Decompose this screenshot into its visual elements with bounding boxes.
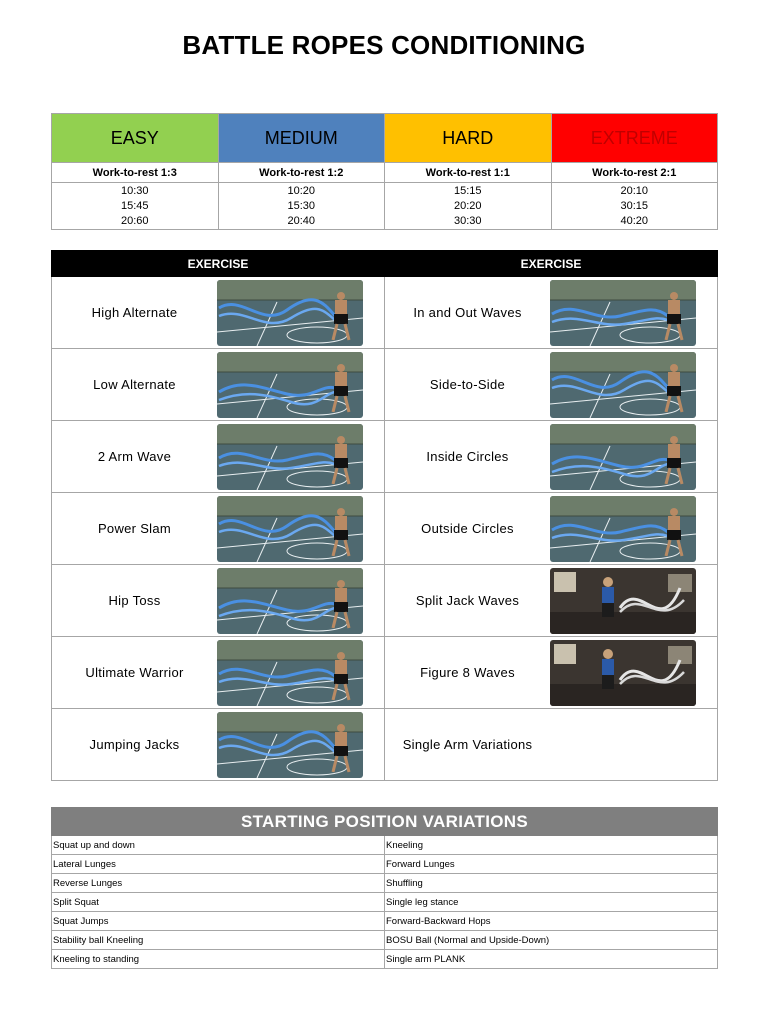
exercise-photo — [217, 352, 363, 418]
position-item: Forward-Backward Hops — [385, 912, 718, 931]
position-item: Shuffling — [385, 874, 718, 893]
time-interval: 15:30 — [287, 199, 316, 212]
times-easy — [52, 183, 219, 230]
exercise-photo-graphic — [550, 352, 696, 418]
exercise-photo — [217, 640, 363, 706]
page-title: BATTLE ROPES CONDITIONING — [182, 30, 586, 60]
position-row — [52, 836, 718, 855]
exercise-table — [51, 250, 718, 781]
exercise-photo-graphic — [217, 640, 363, 706]
exercise-name: Single Arm Variations — [402, 737, 533, 752]
exercise-cell — [52, 565, 385, 637]
exercise-name: Hip Toss — [108, 593, 161, 608]
time-interval: 10:30 — [120, 184, 149, 197]
exercise-cell — [385, 421, 718, 493]
exercise-photo — [550, 568, 696, 634]
exercise-photo — [217, 424, 363, 490]
exercise-photo — [550, 424, 696, 490]
exercise-name: Jumping Jacks — [89, 737, 180, 752]
exercise-header: EXERCISE — [52, 251, 385, 277]
exercise-cell — [385, 277, 718, 349]
exercise-cell — [385, 349, 718, 421]
exercise-photo-graphic — [217, 352, 363, 418]
position-item: Reverse Lunges — [52, 874, 385, 893]
exercise-cell — [385, 565, 718, 637]
exercise-photo — [217, 280, 363, 346]
ratio-extreme: Work-to-rest 2:1 — [551, 163, 718, 183]
position-row — [52, 855, 718, 874]
exercise-cell — [52, 709, 385, 781]
position-item: Stability ball Kneeling — [52, 931, 385, 950]
position-item: Lateral Lunges — [52, 855, 385, 874]
exercise-name: High Alternate — [91, 305, 178, 320]
exercise-photo-graphic — [550, 424, 696, 490]
time-interval: 15:45 — [120, 199, 149, 212]
exercise-photo — [550, 352, 696, 418]
position-item: Split Squat — [52, 893, 385, 912]
time-interval: 20:40 — [287, 214, 316, 227]
exercise-cell — [385, 709, 718, 781]
position-item: Squat up and down — [52, 836, 385, 855]
time-interval: 20:60 — [120, 214, 149, 227]
exercise-row — [52, 349, 718, 421]
intensity-table — [51, 113, 718, 230]
exercise-header: EXERCISE — [385, 251, 718, 277]
exercise-name: Low Alternate — [93, 377, 176, 392]
time-interval: 30:30 — [453, 214, 482, 227]
exercise-cell — [52, 493, 385, 565]
exercise-name: Power Slam — [97, 521, 172, 536]
exercise-row — [52, 277, 718, 349]
exercise-cell — [52, 421, 385, 493]
exercise-cell — [385, 493, 718, 565]
exercise-name: Figure 8 Waves — [420, 665, 515, 680]
time-interval: 10:20 — [287, 184, 316, 197]
times-hard — [385, 183, 552, 230]
position-row — [52, 931, 718, 950]
exercise-name: Ultimate Warrior — [85, 665, 184, 680]
position-item: Kneeling to standing — [52, 950, 385, 969]
exercise-row — [52, 637, 718, 709]
exercise-cell — [52, 637, 385, 709]
time-interval: 30:15 — [620, 199, 649, 212]
exercise-row — [52, 565, 718, 637]
times-extreme — [551, 183, 718, 230]
ratio-hard: Work-to-rest 1:1 — [385, 163, 552, 183]
exercise-photo-graphic — [217, 568, 363, 634]
time-interval: 15:15 — [453, 184, 482, 197]
position-row — [52, 874, 718, 893]
position-row — [52, 950, 718, 969]
exercise-photo-graphic — [550, 568, 696, 634]
ratio-easy: Work-to-rest 1:3 — [52, 163, 219, 183]
exercise-photo — [550, 640, 696, 706]
exercise-row — [52, 709, 718, 781]
level-medium: MEDIUM — [218, 114, 385, 163]
time-interval: 40:20 — [620, 214, 649, 227]
exercise-name: Inside Circles — [426, 449, 509, 464]
exercise-cell — [52, 277, 385, 349]
position-item: Squat Jumps — [52, 912, 385, 931]
position-row — [52, 893, 718, 912]
exercise-photo-graphic — [217, 280, 363, 346]
exercise-name: 2 Arm Wave — [97, 449, 172, 464]
exercise-photo — [550, 280, 696, 346]
exercise-name: Side-to-Side — [429, 377, 506, 392]
positions-title: STARTING POSITION VARIATIONS — [52, 808, 718, 836]
time-interval: 20:20 — [453, 199, 482, 212]
exercise-photo-graphic — [217, 424, 363, 490]
exercise-photo — [217, 712, 363, 778]
exercise-photo-graphic — [550, 280, 696, 346]
position-item: Single leg stance — [385, 893, 718, 912]
exercise-row — [52, 493, 718, 565]
times-medium — [218, 183, 385, 230]
exercise-cell — [385, 637, 718, 709]
exercise-photo-graphic — [550, 496, 696, 562]
level-hard: HARD — [385, 114, 552, 163]
starting-positions-table — [51, 807, 718, 969]
position-row — [52, 912, 718, 931]
level-extreme: EXTREME — [551, 114, 718, 163]
position-item: Forward Lunges — [385, 855, 718, 874]
exercise-row — [52, 421, 718, 493]
position-item: BOSU Ball (Normal and Upside-Down) — [385, 931, 718, 950]
time-interval: 20:10 — [620, 184, 649, 197]
position-item: Single arm PLANK — [385, 950, 718, 969]
exercise-photo — [217, 568, 363, 634]
exercise-photo-graphic — [217, 712, 363, 778]
exercise-name: Split Jack Waves — [415, 593, 520, 608]
exercise-name: Outside Circles — [421, 521, 514, 536]
exercise-photo-graphic — [217, 496, 363, 562]
exercise-photo — [550, 496, 696, 562]
exercise-name: In and Out Waves — [413, 305, 522, 320]
ratio-medium: Work-to-rest 1:2 — [218, 163, 385, 183]
exercise-cell — [52, 349, 385, 421]
position-item: Kneeling — [385, 836, 718, 855]
exercise-photo — [217, 496, 363, 562]
exercise-photo-graphic — [550, 640, 696, 706]
level-easy: EASY — [52, 114, 219, 163]
